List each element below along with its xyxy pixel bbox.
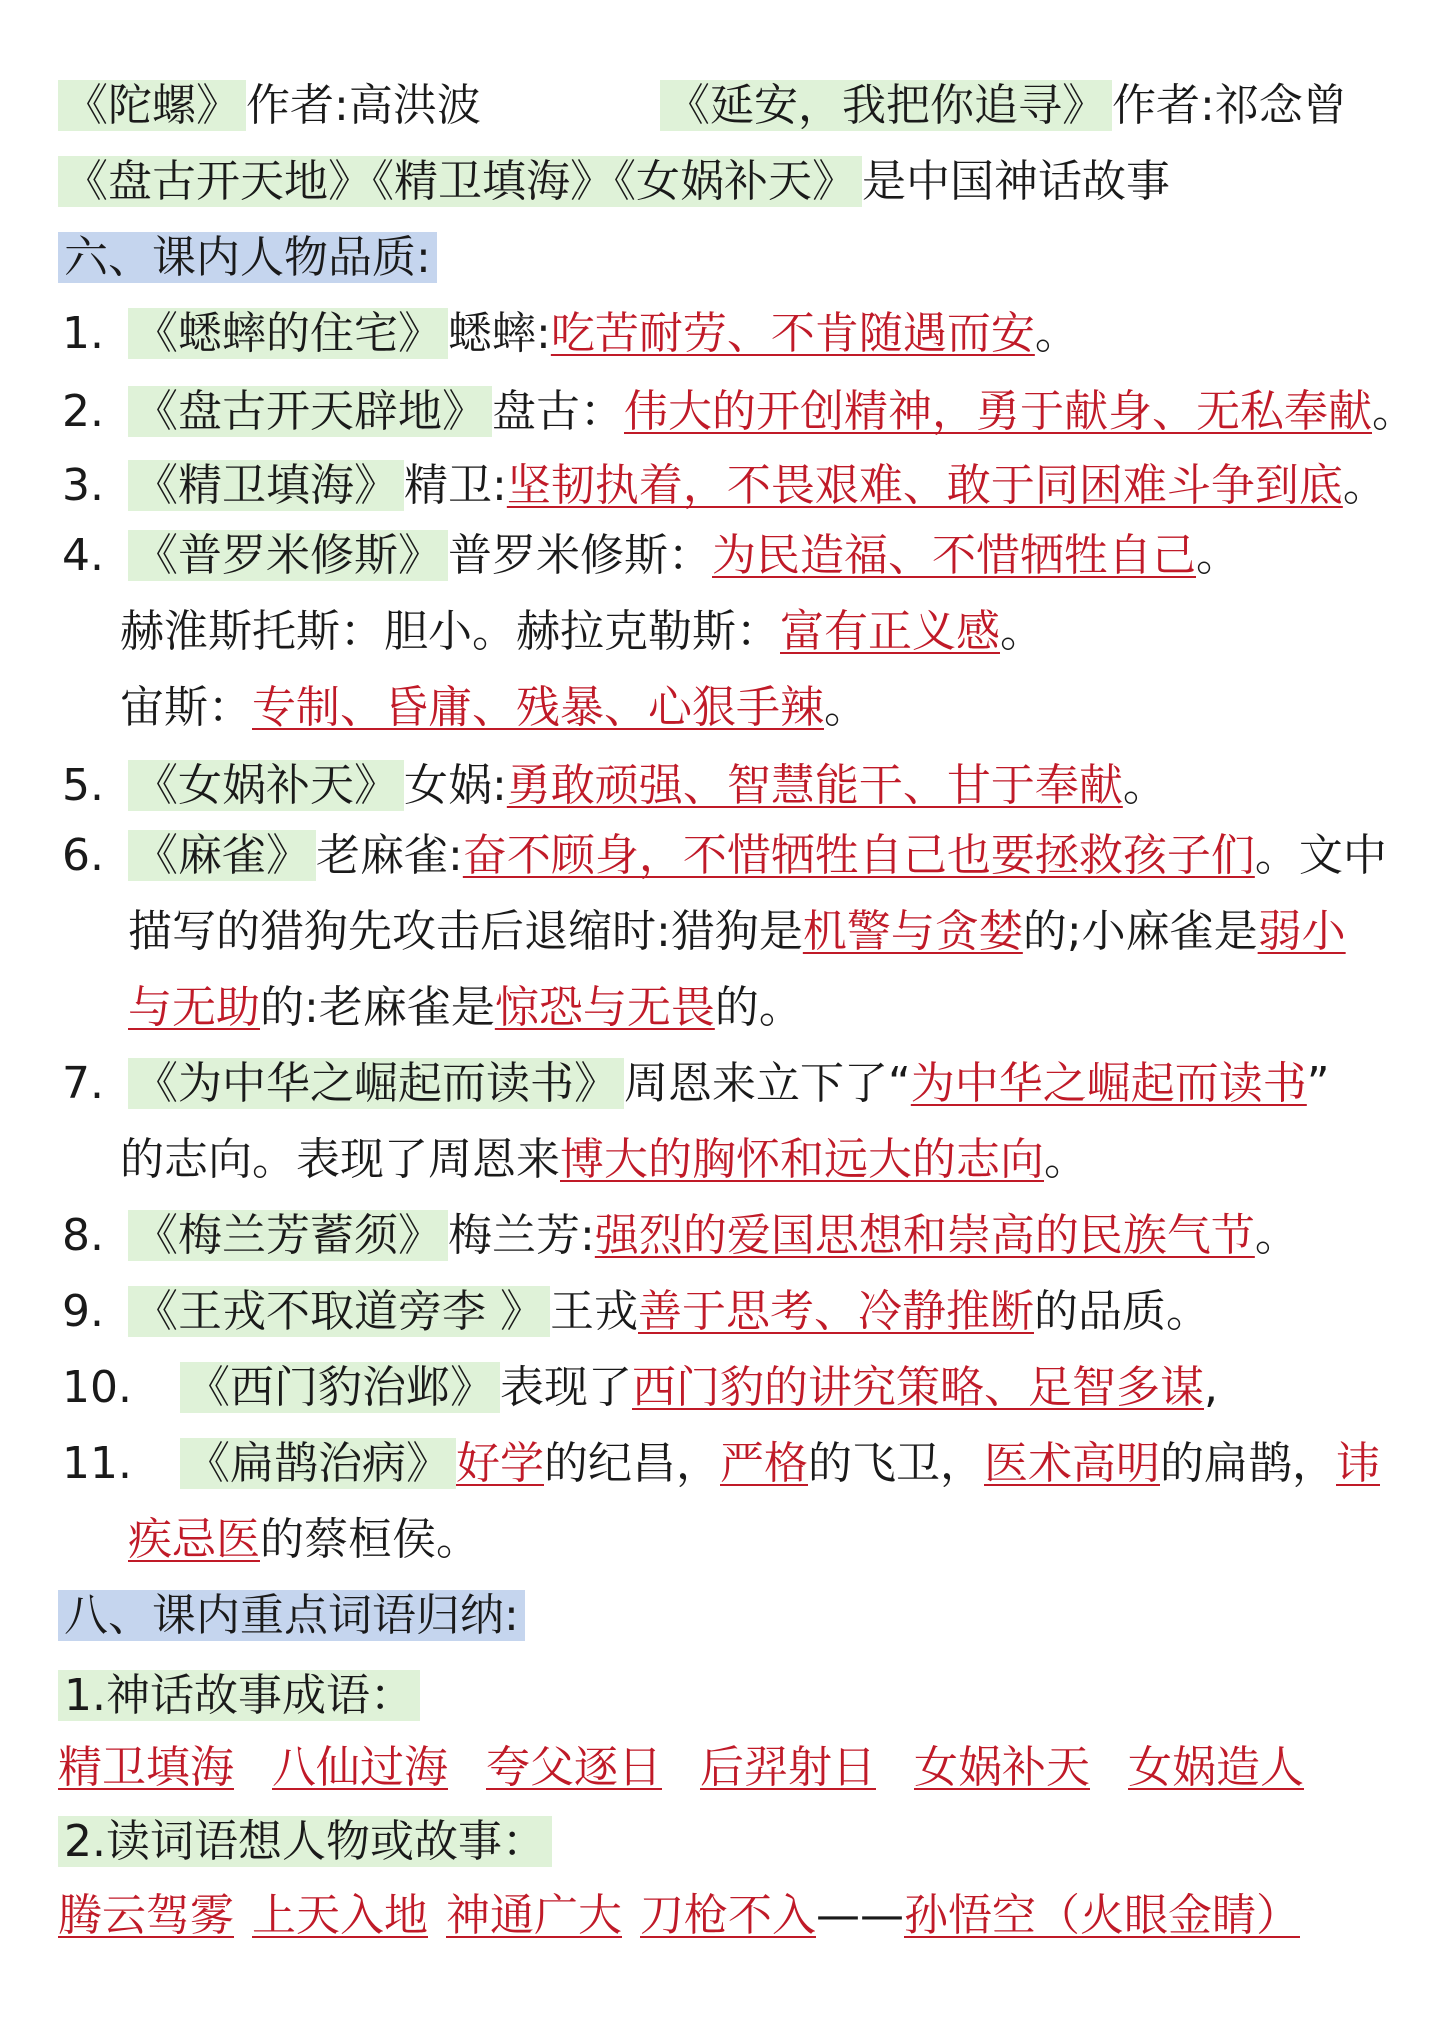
section-8-heading-row	[0, 1580, 1438, 1652]
intro-line-1	[0, 70, 1438, 142]
punctuation: 。	[1000, 606, 1044, 657]
description-text: 的:老麻雀是	[260, 982, 495, 1033]
idiom-list	[0, 1732, 1438, 1804]
punctuation: 。	[1122, 760, 1167, 811]
item-number: 8.	[62, 1210, 104, 1261]
answer-text: 医术高明	[984, 1438, 1160, 1489]
answer-text: 与无助	[128, 982, 260, 1033]
item-8	[0, 1200, 1438, 1272]
punctuation: 。	[1044, 1134, 1088, 1185]
item-4	[0, 520, 1438, 592]
answer-text: 疾忌医	[128, 1514, 260, 1565]
answer-text: 富有正义感	[780, 606, 1000, 657]
idiom: 女娲补天	[914, 1742, 1090, 1793]
book-title-yanan: 《延安，我把你追寻》	[660, 80, 1112, 131]
answer-text: 勇敢顽强、智慧能干、甘于奉献	[506, 760, 1123, 811]
item-number: 11.	[62, 1438, 132, 1489]
idiom: 夸父逐日	[486, 1742, 662, 1793]
item-10	[0, 1352, 1438, 1424]
author-gao-hongbo: 作者:高洪波	[246, 80, 481, 131]
item-number: 1.	[62, 308, 104, 359]
subheading-myth-idioms: 1.神话故事成语：	[58, 1670, 420, 1721]
item-number: 4.	[62, 530, 104, 581]
punctuation: 。	[1034, 308, 1079, 359]
item-number: 10.	[62, 1362, 132, 1413]
answer-text: 坚韧执着，不畏艰难、敢于同困难斗争到底	[506, 460, 1343, 511]
book-title: 《扁鹊治病》	[180, 1438, 456, 1489]
item-1	[0, 298, 1438, 370]
answer-text: 善于思考、冷静推断	[638, 1286, 1034, 1337]
punctuation: 。文中	[1254, 830, 1387, 881]
book-title: 《蟋蟀的住宅》	[128, 308, 448, 359]
punctuation: 。	[1254, 1210, 1299, 1261]
item-number: 7.	[62, 1058, 104, 1109]
punctuation: 。	[1342, 460, 1387, 511]
book-title: 《精卫填海》	[128, 460, 404, 511]
character-name: 盘古：	[492, 386, 624, 437]
character-name: 王戎	[550, 1286, 638, 1337]
character-name: 的蔡桓侯。	[260, 1514, 480, 1565]
item-number: 3.	[62, 460, 104, 511]
answer-text: 机警与贪婪	[802, 906, 1023, 957]
answer-text: 博大的胸怀和远大的志向	[560, 1134, 1044, 1185]
item-number: 5.	[62, 760, 104, 811]
idiom: 八仙过海	[272, 1742, 448, 1793]
item-number: 2.	[62, 386, 104, 437]
character-name: 的纪昌，	[544, 1438, 720, 1489]
answer-text: 好学	[456, 1438, 544, 1489]
item-3	[0, 450, 1438, 522]
word-list	[0, 1880, 1438, 1952]
book-title: 《女娲补天》	[128, 760, 404, 811]
book-title: 《梅兰芳蓄须》	[128, 1210, 448, 1261]
description-text: 的。	[714, 982, 803, 1033]
punctuation: ”	[1306, 1058, 1330, 1109]
item-9	[0, 1276, 1438, 1348]
answer-text: 奋不顾身，不惜牺牲自己也要拯救孩子们	[462, 830, 1255, 881]
punctuation: 。	[1196, 530, 1240, 581]
character-name: 梅兰芳:	[448, 1210, 595, 1261]
item-6-line-3	[0, 972, 1438, 1044]
item-4-extra-1	[0, 596, 1438, 668]
book-title-tuoluo: 《陀螺》	[58, 80, 246, 131]
word: 腾云驾雾	[58, 1890, 234, 1941]
item-5	[0, 750, 1438, 822]
character-name: 宙斯：	[120, 682, 252, 733]
section-8-heading: 八、课内重点词语归纳:	[58, 1590, 525, 1641]
word: 刀枪不入	[640, 1890, 816, 1941]
item-2	[0, 376, 1438, 448]
item-number: 6.	[62, 830, 104, 881]
answer-text: 为中华之崛起而读书	[910, 1058, 1307, 1109]
subheading-read-words: 2.读词语想人物或故事：	[58, 1816, 552, 1867]
subheading-1-row	[0, 1660, 1438, 1732]
item-6	[0, 820, 1438, 892]
description-text: 表现了	[500, 1362, 632, 1413]
word: 上天入地	[252, 1890, 428, 1941]
book-title: 《普罗米修斯》	[128, 530, 448, 581]
myth-book-titles: 《盘古开天地》《精卫填海》《女娲补天》	[58, 156, 862, 207]
character-name: 老麻雀:	[316, 830, 463, 881]
section-6-heading: 六、课内人物品质:	[58, 232, 437, 283]
idiom: 后羿射日	[700, 1742, 876, 1793]
myth-note: 是中国神话故事	[862, 156, 1170, 207]
answer-text: 严格	[720, 1438, 808, 1489]
book-title: 《西门豹治邺》	[180, 1362, 500, 1413]
book-title: 《为中华之崛起而读书》	[128, 1058, 624, 1109]
character-name: 普罗米修斯：	[448, 530, 712, 581]
idiom: 女娲造人	[1128, 1742, 1304, 1793]
answer-text: 为民造福、不惜牺牲自己	[712, 530, 1196, 581]
book-title: 《麻雀》	[128, 830, 316, 881]
description-text: 的品质。	[1034, 1286, 1210, 1337]
answer-text: 吃苦耐劳、不肯随遇而安	[550, 308, 1035, 359]
word: 神通广大	[446, 1890, 622, 1941]
dash: ——	[816, 1890, 904, 1941]
answer-text: 专制、昏庸、残暴、心狠手辣	[252, 682, 824, 733]
punctuation: 。	[824, 682, 868, 733]
book-title: 《王戎不取道旁李 》	[128, 1286, 550, 1337]
character-name: 精卫:	[404, 460, 507, 511]
author-qi-nianzeng: 作者:祁念曾	[1112, 80, 1347, 131]
description-text: 周恩来立下了“	[624, 1058, 911, 1109]
description-text: 的志向。表现了周恩来	[120, 1134, 560, 1185]
character-answer: 孙悟空（火眼金睛）	[904, 1890, 1300, 1941]
punctuation: 。	[1372, 386, 1416, 437]
answer-text: 伟大的开创精神，勇于献身、无私奉献	[624, 386, 1372, 437]
item-6-line-2	[0, 896, 1438, 968]
character-name: 女娲:	[404, 760, 507, 811]
item-7-line-2	[0, 1124, 1438, 1196]
answer-text: 惊恐与无畏	[494, 982, 715, 1033]
description-text: 描写的猎狗先攻击后退缩时:猎狗是	[128, 906, 803, 957]
idiom: 精卫填海	[58, 1742, 234, 1793]
answer-text: 弱小	[1257, 906, 1346, 957]
answer-text: 讳	[1336, 1438, 1380, 1489]
character-name: 的飞卫，	[808, 1438, 984, 1489]
item-4-extra-2	[0, 672, 1438, 744]
character-name: 的扁鹊，	[1160, 1438, 1336, 1489]
answer-text: 强烈的爱国思想和崇高的民族气节	[594, 1210, 1255, 1261]
answer-text: 西门豹的讲究策略、足智多谋	[632, 1362, 1204, 1413]
item-7	[0, 1048, 1438, 1120]
character-traits-text: 赫淮斯托斯：胆小。赫拉克勒斯：	[120, 606, 780, 657]
punctuation: ,	[1204, 1362, 1218, 1413]
book-title: 《盘古开天辟地》	[128, 386, 492, 437]
section-6-heading-row	[0, 222, 1438, 294]
item-number: 9.	[62, 1286, 104, 1337]
description-text: 的;小麻雀是	[1022, 906, 1258, 957]
subheading-2-row	[0, 1806, 1438, 1878]
character-name: 蟋蟀:	[448, 308, 551, 359]
item-11	[0, 1428, 1438, 1500]
intro-line-2	[0, 146, 1438, 218]
item-11-line-2	[0, 1504, 1438, 1576]
